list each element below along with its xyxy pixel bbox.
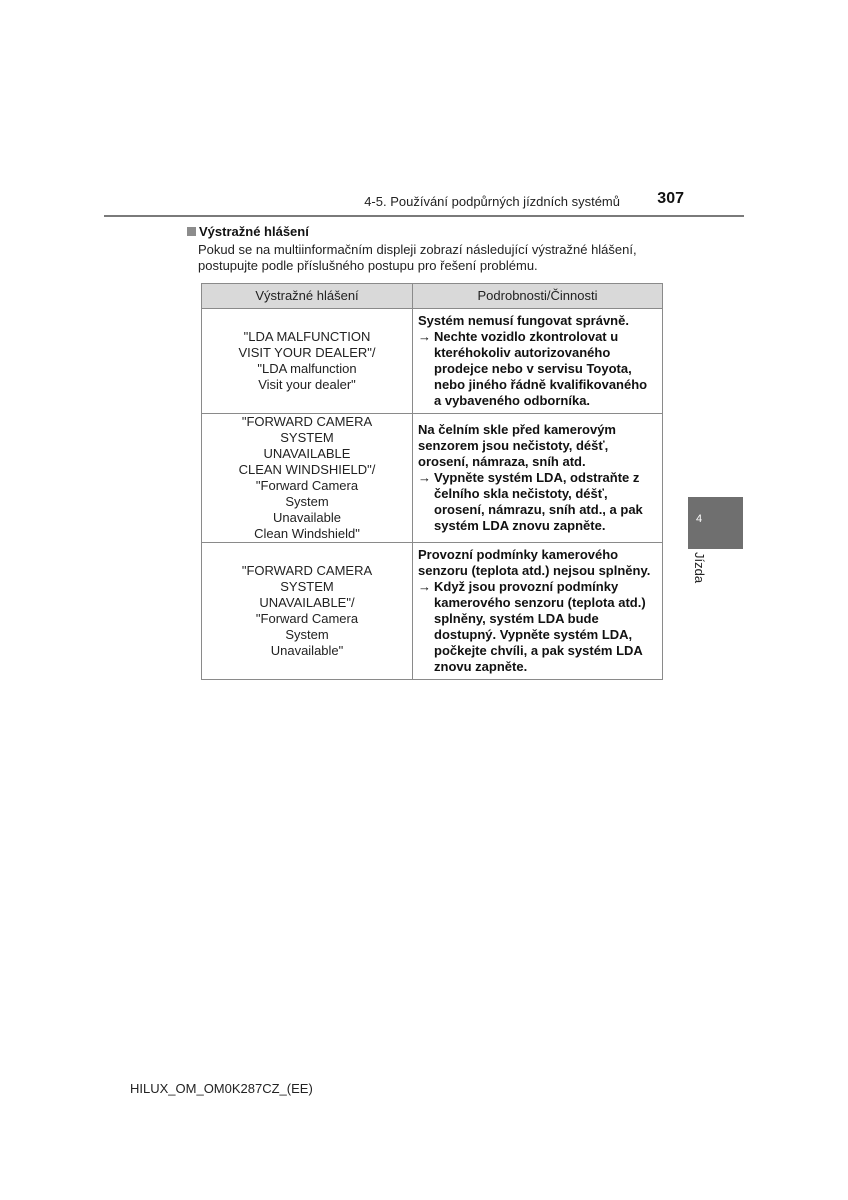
page-number: 307 <box>657 190 684 207</box>
table-row <box>202 309 663 414</box>
warning-message-cell <box>202 309 413 414</box>
action-text: Nechte vozidlo zkontrolovat u kteréhokoliv autorizovaného prodejce nebo v servisu Toyota, nebo jiného řádně kvalifikovaného a vybaveného odborníka. <box>434 329 648 408</box>
table-header-row <box>202 284 663 309</box>
table-row <box>202 543 663 680</box>
header-rule <box>104 215 744 217</box>
warning-message-line: SYSTEM <box>280 579 334 594</box>
header-section-title: 4-5. Používání podpůrných jízdních systémů <box>364 194 620 209</box>
action-item <box>418 329 657 409</box>
column-header-details: Podrobnosti/Činnosti <box>413 284 663 309</box>
warning-message-line: "LDA malfunction <box>257 361 357 376</box>
footer-code: HILUX_OM_OM0K287CZ_(EE) <box>130 1081 313 1096</box>
warning-message-line: Clean Windshield" <box>254 526 360 541</box>
warning-message-line: Unavailable" <box>270 643 344 658</box>
warning-message-line: "FORWARD CAMERA <box>241 414 373 429</box>
action-item <box>418 470 657 534</box>
warning-message-line: Unavailable <box>273 510 341 525</box>
warning-message-cell <box>202 414 413 543</box>
warning-message-line: UNAVAILABLE <box>263 446 351 461</box>
action-text: Když jsou provozní podmínky kamerového senzoru (teplota atd.) splněny, systém LDA bude dostupný. Vypněte systém LDA, počkejte chvíli, a pak systém LDA znovu zapněte. <box>434 579 646 674</box>
intro-paragraph <box>198 242 668 274</box>
condition-text: Na čelním skle před kamerovým senzorem jsou nečistoty, déšť, orosení, námraza, sníh atd. <box>418 422 616 469</box>
section-heading <box>187 224 309 239</box>
details-cell <box>413 414 663 543</box>
arrow-right-icon: → <box>418 329 431 344</box>
table-row <box>202 414 663 543</box>
intro-line: Pokud se na multiinformačním displeji zobrazí následující výstražné hlášení, <box>198 242 637 257</box>
warning-message-line: "Forward Camera <box>255 478 359 493</box>
warning-message-line: SYSTEM <box>280 430 334 445</box>
details-cell <box>413 309 663 414</box>
action-text: Vypněte systém LDA, odstraňte z čelního skla nečistoty, déšť, orosení, námrazu, sníh atd., a pak systém LDA znovu zapněte. <box>434 470 643 533</box>
warning-message-line: VISIT YOUR DEALER"/ <box>238 345 376 360</box>
intro-line: postupujte podle příslušného postupu pro řešení problému. <box>198 258 538 273</box>
warning-message-line: "FORWARD CAMERA <box>241 563 373 578</box>
section-heading-text: Výstražné hlášení <box>199 224 309 239</box>
warning-message-line: System <box>285 627 329 642</box>
chapter-tab-number: 4 <box>696 513 703 525</box>
square-bullet-icon <box>187 227 196 236</box>
arrow-right-icon: → <box>418 579 431 594</box>
warning-message-line: Visit your dealer" <box>258 377 356 392</box>
condition-text: Provozní podmínky kamerového senzoru (teplota atd.) nejsou splněny. <box>418 547 651 578</box>
action-item <box>418 579 657 675</box>
details-cell <box>413 543 663 680</box>
chapter-tab-label: Jízda <box>692 552 707 584</box>
warning-message-line: UNAVAILABLE"/ <box>259 595 355 610</box>
arrow-right-icon: → <box>418 470 431 485</box>
condition-text: Systém nemusí fungovat správně. <box>418 313 629 328</box>
warning-message-line: "LDA MALFUNCTION <box>243 329 371 344</box>
column-header-message: Výstražné hlášení <box>202 284 413 309</box>
table-body <box>202 309 663 680</box>
warning-message-line: CLEAN WINDSHIELD"/ <box>238 462 376 477</box>
warning-table <box>201 283 663 680</box>
warning-message-line: "Forward Camera <box>255 611 359 626</box>
warning-message-cell <box>202 543 413 680</box>
warning-message-line: System <box>285 494 329 509</box>
